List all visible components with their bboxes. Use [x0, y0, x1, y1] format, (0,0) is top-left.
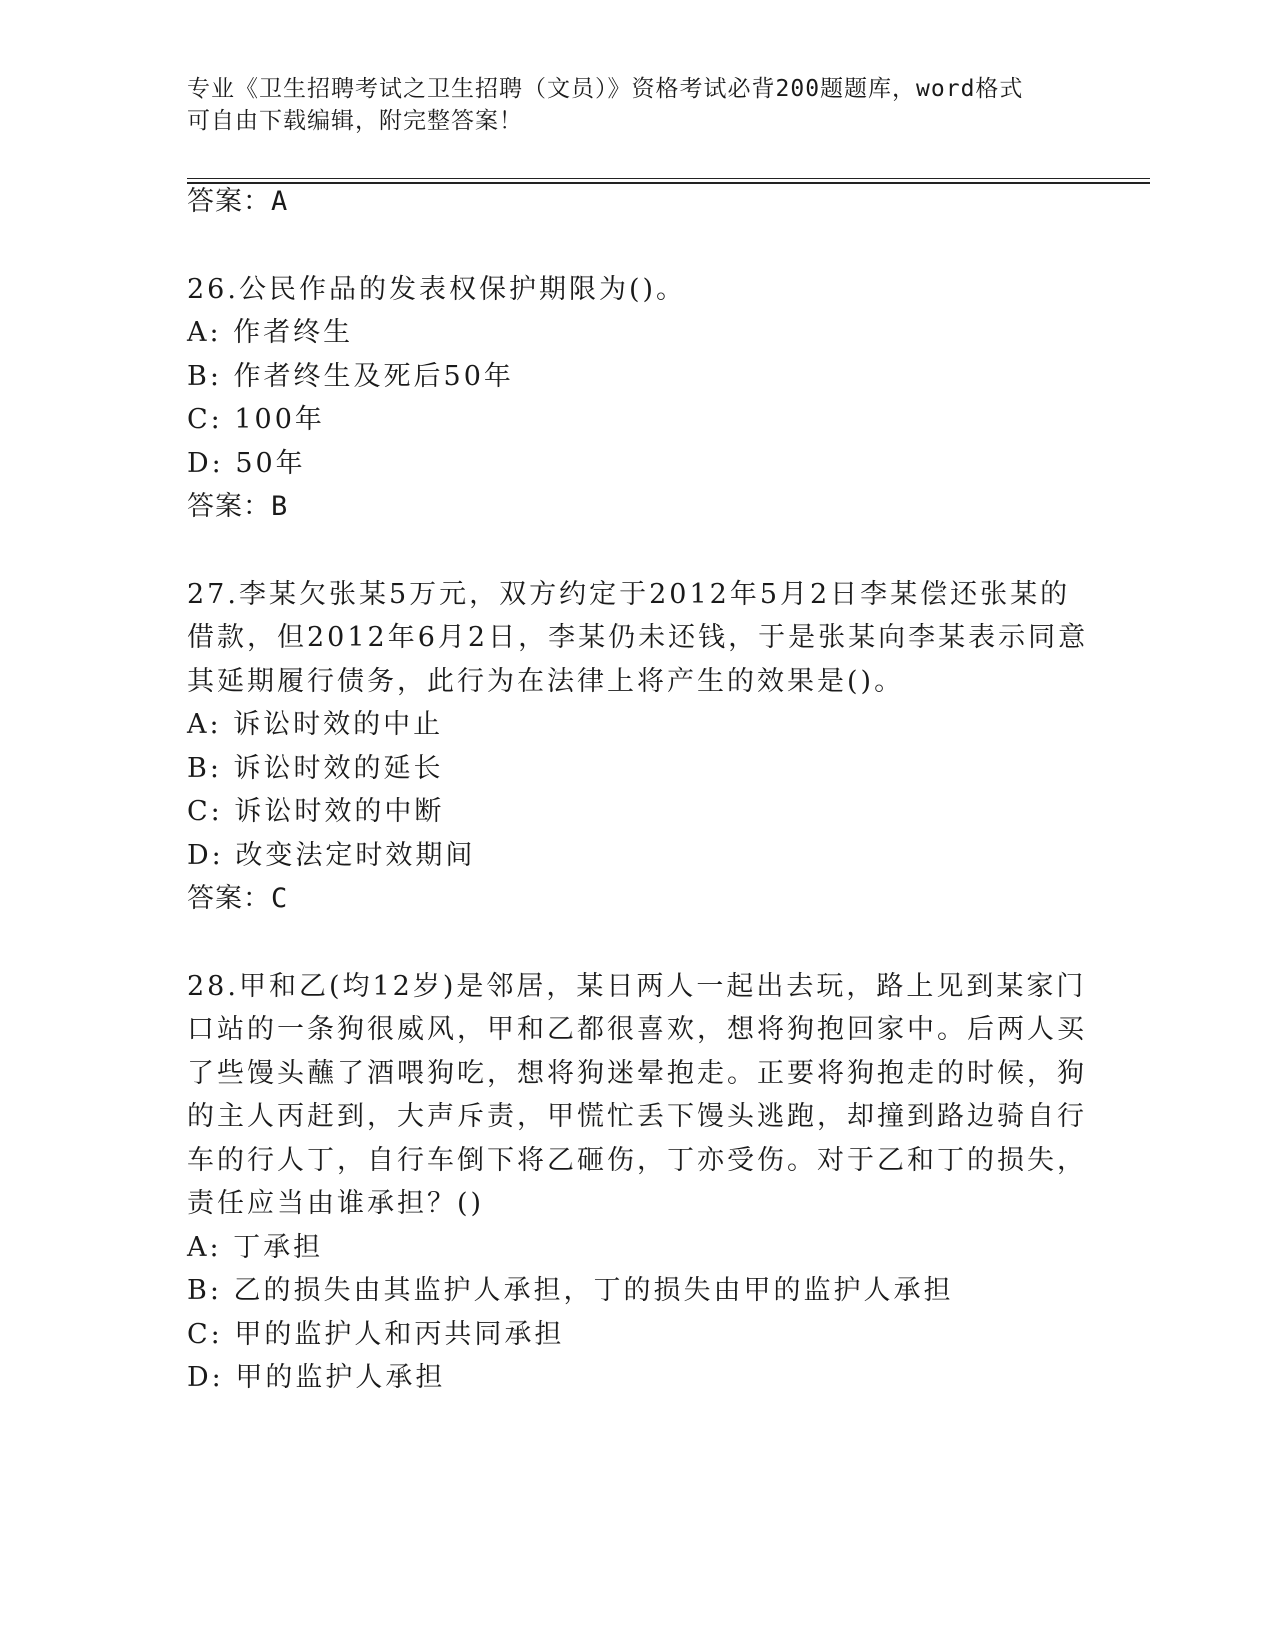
option-d: D: 甲的监护人承担 — [187, 1362, 446, 1393]
answer-label: 答案：B — [187, 491, 289, 522]
previous-answer: 答案：A — [187, 186, 289, 217]
header-line-2: 可自由下载编辑，附完整答案！ — [187, 108, 523, 134]
header-rule-thin — [187, 178, 1150, 179]
question-stem-line: 28.甲和乙(均12岁)是邻居，某日两人一起出去玩，路上见到某家门 — [187, 971, 1087, 1002]
question-stem-line: 责任应当由谁承担？() — [187, 1188, 485, 1219]
question-stem-line: 口站的一条狗很威风，甲和乙都很喜欢，想将狗抱回家中。后两人买 — [187, 1014, 1087, 1045]
question-stem-line: 了些馒头蘸了酒喂狗吃，想将狗迷晕抱走。正要将狗抱走的时候，狗 — [187, 1058, 1087, 1089]
option-c: C: 100年 — [187, 404, 325, 435]
header-line-1: 专业《卫生招聘考试之卫生招聘（文员）》资格考试必背200题题库，word格式 — [187, 76, 1024, 102]
question-stem-line: 借款，但2012年6月2日，李某仍未还钱，于是张某向李某表示同意 — [187, 622, 1089, 653]
option-a: A: 作者终生 — [187, 317, 354, 348]
option-b: B: 作者终生及死后50年 — [187, 361, 514, 392]
option-d: D: 50年 — [187, 448, 306, 479]
option-b: B: 诉讼时效的延长 — [187, 753, 444, 784]
header-rule-thick — [187, 182, 1150, 184]
option-c: C: 诉讼时效的中断 — [187, 796, 445, 827]
option-a: A: 诉讼时效的中止 — [187, 709, 444, 740]
question-stem-line: 27.李某欠张某5万元，双方约定于2012年5月2日李某偿还张某的 — [187, 579, 1071, 610]
option-d: D: 改变法定时效期间 — [187, 840, 476, 871]
document-header — [187, 73, 1067, 137]
answer-label: 答案：C — [187, 883, 289, 914]
option-b: B: 乙的损失由其监护人承担，丁的损失由甲的监护人承担 — [187, 1275, 954, 1306]
option-a: A: 丁承担 — [187, 1232, 324, 1263]
question-stem-line: 的主人丙赶到，大声斥责，甲慌忙丢下馒头逃跑，却撞到路边骑自行 — [187, 1101, 1087, 1132]
option-c: C: 甲的监护人和丙共同承担 — [187, 1319, 565, 1350]
question-stem-line: 车的行人丁，自行车倒下将乙砸伤，丁亦受伤。对于乙和丁的损失， — [187, 1145, 1087, 1176]
question-stem-line: 26.公民作品的发表权保护期限为()。 — [187, 274, 687, 305]
question-stem-line: 其延期履行债务，此行为在法律上将产生的效果是()。 — [187, 666, 905, 697]
